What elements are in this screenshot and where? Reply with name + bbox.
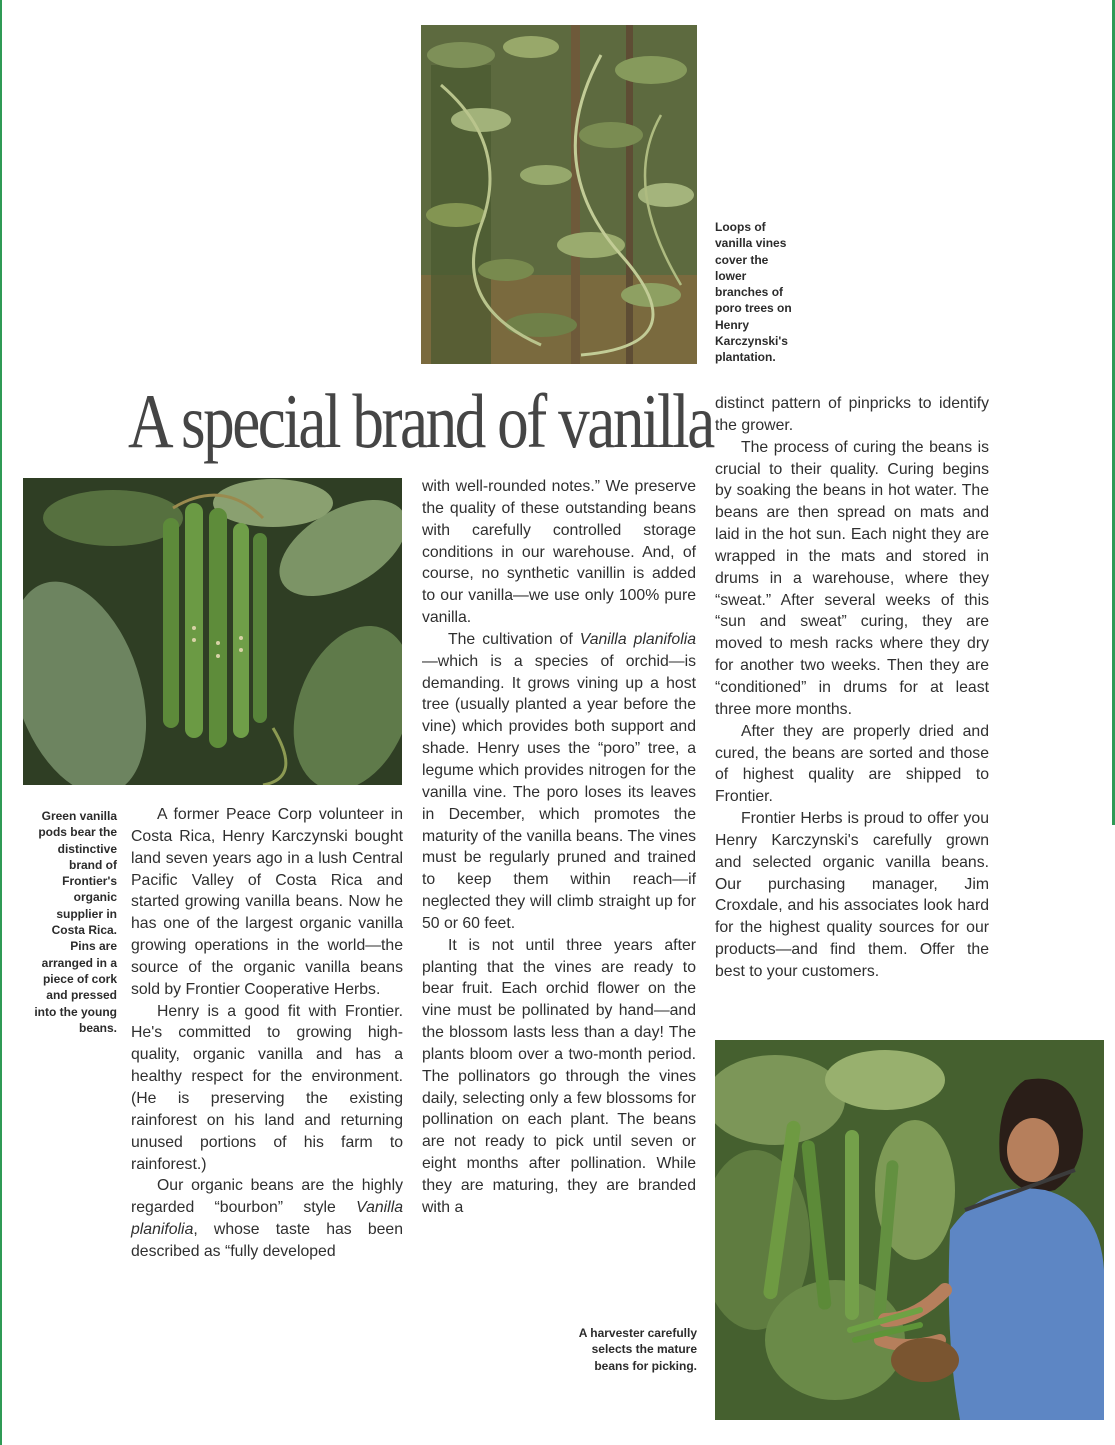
col1-paragraph-3: Our organic beans are the highly regarded “bourbon” style Vanilla planifolia, whose taste has been described as “fully developed xyxy=(131,1177,403,1260)
col3-paragraph-3: After they are properly dried and cured, the beans are sorted and those of highest quality are shipped to Frontier. xyxy=(715,722,989,806)
harvester-photo xyxy=(715,1040,1104,1420)
col3-paragraph-1: distinct pattern of pinpricks to identify the grower. xyxy=(715,395,989,434)
article-column-2 xyxy=(422,476,696,1219)
col2-paragraph-1: with well-rounded notes.” We preserve the quality of these outstanding beans with carefully controlled storage conditions in our warehouse. And, of course, no synthetic vanillin is added to our vanilla—we use only 100% pure vanilla. xyxy=(422,478,696,627)
headline: A special brand of vanilla xyxy=(128,378,713,464)
col3-paragraph-4: Frontier Herbs is proud to offer you Henry Karczynski's carefully grown and selected organic vanilla beans. Our purchasing manager, Jim Croxdale, and his associates look hard for the highest quality sources for our products—and find them. Offer the best to your customers. xyxy=(715,810,989,980)
pods-photo xyxy=(23,478,402,785)
vines-caption: Loops of vanilla vines cover the lower branches of poro trees on Henry Karczynski's plantation. xyxy=(715,220,792,365)
col1-paragraph-1: A former Peace Corp volunteer in Costa Rica, Henry Karczynski bought land seven years ago in a lush Central Pacific Valley of Costa Rica and started growing vanilla beans. Now he has one of the largest organic vanilla growing operations in the world—the source of the organic vanilla beans sold by Frontier Cooperative Herbs. xyxy=(131,806,403,998)
col2-paragraph-3: It is not until three years after planting that the vines are ready to bear fruit. Each orchid flower on the vine must be pollinated by hand—and the blossom lasts less than a day! The plants bloom over a two-month period. The pollinators go through the vines daily, selecting only a few blossoms for pollination on each plant. The beans are not ready to pick until seven or eight months after pollination. While they are maturing, they are branded with a xyxy=(422,936,696,1216)
col2-paragraph-2: The cultivation of Vanilla planifolia—which is a species of orchid—is demanding. It grows vining up a host tree (usually planted a year before the vine) which provides both support and shade. Henry uses the “poro” tree, a legume which provides nitrogen for the vanilla vine. The poro loses its leaves in December, which promotes the maturity of the vanilla beans. The vines must be regularly pruned and trained to keep them within reach—if neglected they will climb straight up for 50 or 60 feet. xyxy=(422,630,696,932)
col1-paragraph-2: Henry is a good fit with Frontier. He's committed to growing high-quality, organic vanilla and has a healthy respect for the environment. (He is preserving the existing rainforest on his land and returning unused portions of his farm to rainforest.) xyxy=(131,1002,403,1173)
article-column-3 xyxy=(715,393,989,983)
pods-caption: Green vanilla pods bear the distinctive brand of Frontier's organic supplier in Costa Rica. Pins are arranged in a piece of cork and pressed into the young beans. xyxy=(34,809,117,1035)
vines-photo xyxy=(421,25,697,364)
page-edge-left xyxy=(0,0,2,1445)
article-column-1 xyxy=(131,804,403,1263)
col3-paragraph-2: The process of curing the beans is crucial to their quality. Curing begins by soaking the beans in hot water. The beans are then spread on mats and laid in the hot sun. Each night they are wrapped in the mats and stored in drums in a warehouse, where they “sweat.” After several weeks of this “sun and sweat” curing, they are moved to mesh racks where they dry for another two weeks. Then they are “conditioned” in drums for at least three more months. xyxy=(715,438,989,718)
harvester-caption: A harvester carefully selects the mature beans for picking. xyxy=(578,1326,697,1373)
